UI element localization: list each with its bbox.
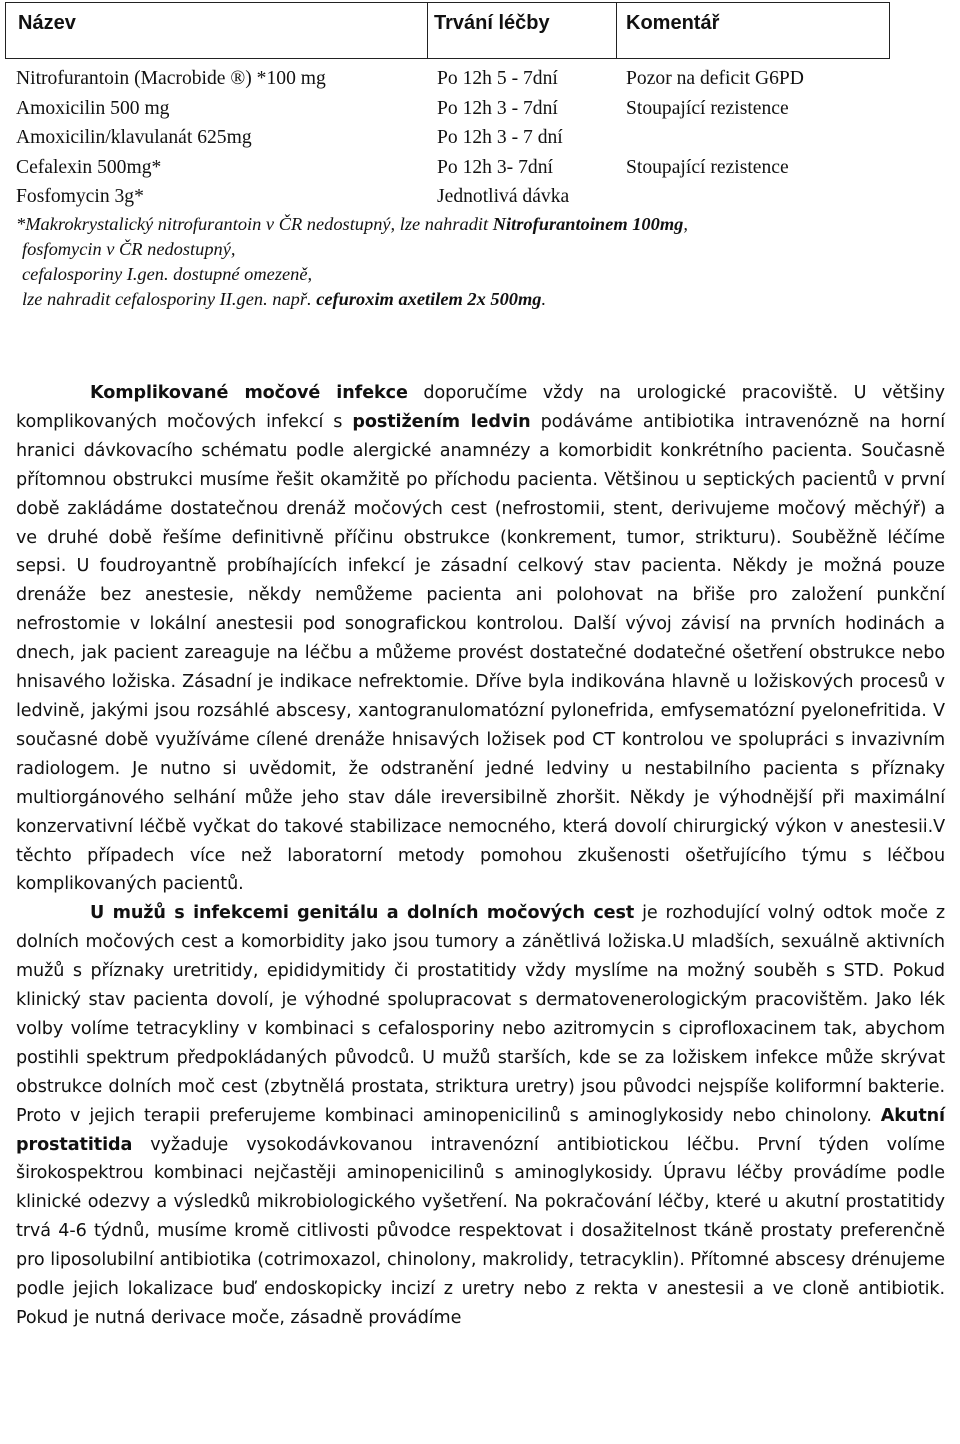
drug-duration: Po 12h 3- 7dní bbox=[437, 156, 553, 178]
table-row bbox=[16, 153, 896, 183]
drug-name: Amoxicilin/klavulanát 625mg bbox=[16, 127, 252, 149]
footnote-text: , bbox=[683, 214, 688, 234]
table-header-row bbox=[5, 2, 890, 59]
drug-duration: Po 12h 5 - 7dní bbox=[437, 68, 558, 89]
header-duration: Trvání léčby bbox=[434, 12, 550, 34]
drug-name: Nitrofurantoin (Macrobide ®) *100 mg bbox=[16, 68, 326, 89]
footnote-line: fosfomycin v ČR nedostupný, bbox=[22, 239, 236, 259]
footnote-bold-text: cefuroxim axetilem 2x 500mg bbox=[316, 289, 542, 309]
footnote-line bbox=[16, 287, 946, 312]
footnote-line bbox=[16, 212, 946, 237]
drug-comment: Pozor na deficit G6PD bbox=[626, 68, 804, 89]
text-run: je rozhodující volný odtok moče z dolních močových cest a komorbidity jako jsou tumory a zánětlivá ložiska.U mladších, sexuálně aktivních mužů s příznaky uretritidy, epididymitidy či prostatitidy vždy myslíme na možný souběh s STD. Pokud klinický stav pacienta dovolí, je výhodné spolupracovat s dermatovenerologickým pracovištěm. Jako lék volby volíme tetracykliny v kombinaci s cefalosporiny nebo azitromycin s ciprofloxacinem tak, abychom postihli spektrum předpokládaných původců. U mužů starších, kde se za ložiskem infekce může skrývat obstrukce dolních moč cest (zbytnělá prostata, striktura uretry) jsou původci nejspíše koliformní bakterie. Proto v jejich terapii preferujeme kombinaci aminopenicilinů s aminoglykosidy nebo chinolony. bbox=[16, 903, 945, 1126]
paragraph-complicated-infections bbox=[16, 379, 945, 899]
paragraph-male-genital-infections bbox=[16, 899, 945, 1333]
footnote-text: *Makrokrystalický nitrofurantoin v ČR nedostupný, lze nahradit bbox=[16, 214, 493, 234]
text-run: vyžaduje vysokodávkovanou intravenózní antibiotickou léčbu. První týden volíme širokospektrou kombinaci nejčastěji aminopenicilinů s aminoglykosidy. Úpravu léčby provádíme podle klinické odezvy a výsledků mikrobiologického vyšetření. Na pokračování léčby, které u akutní prostatitidy trvá 4-6 týdnů, musíme kromě citlivosti původce respektovat i dosažitelnost tkáně prostaty preferenčně pro liposolubilní antibiotika (cotrimoxazol, chinolony, makrolidy, tetracyklin). Přítomné abscesy drénujeme podle jejich lokalizace buď endoskopicky incizí z uretry nebo z rekta v anestesii a ve cloně antibiotik. Pokud je nutná derivace moče, zásadně provádíme bbox=[16, 1134, 945, 1328]
drug-name: Cefalexin 500mg* bbox=[16, 156, 162, 178]
drug-comment: Stoupající rezistence bbox=[626, 156, 789, 178]
column-divider bbox=[427, 3, 428, 58]
footnote-text: . bbox=[541, 289, 547, 309]
drug-duration: Jednotlivá dávka bbox=[437, 186, 570, 208]
text-run: doporučíme vždy na urologické pracoviště. U většiny komplikovaných močových infekcí s bbox=[16, 383, 945, 432]
table-row bbox=[16, 123, 896, 153]
drug-name: Amoxicilin 500 mg bbox=[16, 97, 170, 119]
footnote-text: lze nahradit cefalosporiny II.gen. např. bbox=[22, 289, 317, 309]
drug-duration: Po 12h 3 - 7 dní bbox=[437, 127, 563, 149]
footnote-bold-text: Nitrofurantoinem 100mg bbox=[492, 214, 684, 234]
text-run: podáváme antibiotika intravenózně na horní hranici dávkovacího schématu podle alergické anamnézy a komorbidit konkrétního pacienta. Současně přítomnou obstrukci musíme řešit okamžitě po příchodu pacienta. Většinou u septických pacientů v první době zakládáme dostatečnou drenáž močových cest (nefrostomii, stent, derivujeme močový měchýř) a ve druhé době řešíme definitivně příčinu obstrukce (konkrement, tumor, strikturu). Souběžně léčíme sepsi. U foudroyantně probíhajících infekcí je zásadní celkový stav pacienta. Někdy je možná pouze drenáže bez anestesie, někdy nemůžeme pacienta ani polohovat na břiše pro založení punkční nefrostomie v lokální anestesii pod sonografickou kontrolou. Další vývoj závisí na prvních hodinách a dnech, jak pacient zareaguje na léčbu a můžeme provést dostatečné dodatečné ošetření obstrukce nebo hnisavého ložiska. Zásadní je indikace nefrektomie. Dříve byla indikována hlavně u ložiskových procesů v ledvině, jakými jsou rozsáhlé abscesy, xantogranulomatózní pylonefrida, emfysematózní pyelonefritida. V současné době využíváme cílené drenáže hnisavých ložisek pod CT kontrolou ve spolupráci s invazivním radiologem. Je nutno si uvědomit, že odstranění jedné ledviny u nestabilního pacienta s příznaky multiorgánového selhání může jeho stav dále ireversibilně zhoršit. Někdy je výhodnější při maximální konzervativní léčbě vyčkat do takové stabilizace nemocného, která dovolí chirurgický výkon v anestesii.V těchto případech více než laboratorní metody pomohou zkušenosti ošetřujícího týmu s léčbou komplikovaných pacientů. bbox=[16, 411, 946, 895]
bold-phrase: Akutní prostatitida bbox=[16, 1105, 945, 1155]
drug-table-body bbox=[16, 64, 896, 212]
table-row bbox=[16, 64, 896, 94]
bold-phrase: postižením ledvin bbox=[352, 411, 531, 432]
drug-name: Fosfomycin 3g* bbox=[16, 186, 144, 208]
bold-phrase: Komplikované močové infekce bbox=[90, 383, 408, 403]
column-divider bbox=[616, 3, 617, 58]
table-footnote bbox=[16, 212, 946, 312]
table-row bbox=[16, 182, 896, 212]
header-name: Název bbox=[18, 12, 76, 34]
table-row bbox=[16, 94, 896, 124]
bold-phrase: U mužů s infekcemi genitálu a dolních močových cest bbox=[90, 903, 635, 924]
footnote-line: cefalosporiny I.gen. dostupné omezeně, bbox=[22, 264, 313, 284]
drug-comment: Stoupající rezistence bbox=[626, 97, 789, 119]
header-comment: Komentář bbox=[626, 12, 720, 34]
body-text bbox=[16, 379, 945, 1333]
drug-duration: Po 12h 3 - 7dní bbox=[437, 97, 558, 119]
